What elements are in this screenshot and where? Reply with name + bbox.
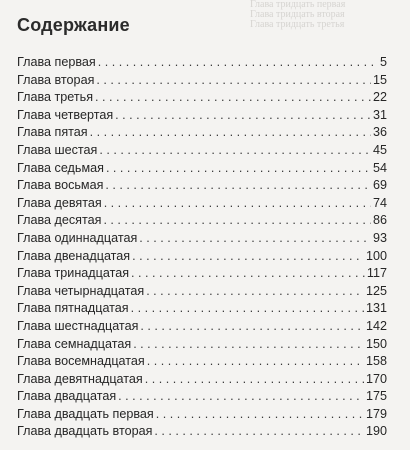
dot-leader [96, 72, 371, 90]
toc-entry-label: Глава четырнадцатая [17, 283, 145, 298]
table-of-contents [17, 54, 387, 441]
toc-entry[interactable] [17, 142, 387, 160]
dot-leader [156, 406, 364, 424]
toc-entry-label: Глава девятнадцатая [17, 371, 143, 386]
toc-entry-page: 179 [365, 406, 387, 421]
toc-entry-page: 54 [372, 160, 387, 175]
dot-leader [132, 248, 364, 266]
dot-leader [139, 230, 371, 248]
toc-entry[interactable] [17, 107, 387, 125]
toc-entry-page: 5 [379, 55, 387, 69]
dot-leader [131, 300, 364, 318]
bleed-line: Глава тридцать первая [250, 0, 346, 10]
toc-entry-page: 175 [365, 389, 387, 404]
toc-entry-label: Глава двадцать первая [17, 406, 154, 421]
toc-entry[interactable] [17, 54, 387, 72]
toc-entry-page: 170 [365, 371, 387, 386]
dot-leader [106, 160, 371, 178]
toc-entry-page: 100 [365, 248, 387, 263]
toc-entry-page: 22 [372, 90, 387, 105]
contents-page [17, 14, 387, 441]
toc-entry[interactable] [17, 353, 387, 371]
toc-entry-label: Глава восьмая [17, 178, 104, 193]
page-title: Содержание [17, 15, 130, 35]
toc-entry-page: 117 [366, 266, 387, 281]
toc-entry[interactable] [17, 248, 387, 266]
toc-entry[interactable] [17, 406, 387, 424]
toc-entry-label: Глава четвертая [17, 107, 114, 122]
dot-leader [95, 89, 371, 107]
toc-entry-label: Глава тринадцатая [17, 266, 130, 281]
toc-entry[interactable] [17, 195, 387, 213]
toc-entry-page: 74 [372, 195, 387, 210]
toc-entry-page: 86 [372, 213, 387, 228]
toc-entry[interactable] [17, 283, 387, 301]
toc-entry-label: Глава пятнадцатая [17, 301, 129, 316]
toc-entry-label: Глава девятая [17, 195, 102, 210]
dot-leader [145, 371, 364, 389]
toc-entry-label: Глава двенадцатая [17, 248, 131, 263]
toc-entry-page: 131 [365, 301, 387, 316]
toc-entry-page: 190 [365, 424, 387, 439]
dot-leader [146, 283, 364, 301]
dot-leader [140, 318, 364, 336]
toc-entry[interactable] [17, 371, 387, 389]
toc-entry-label: Глава семнадцатая [17, 336, 132, 351]
toc-entry-page: 125 [365, 283, 387, 298]
toc-entry-label: Глава третья [17, 90, 94, 105]
toc-entry[interactable] [17, 124, 387, 142]
toc-entry-page: 45 [372, 142, 387, 157]
dot-leader [104, 195, 371, 213]
toc-entry[interactable] [17, 72, 387, 90]
toc-entry-label: Глава двадцатая [17, 389, 117, 404]
bleed-line: Глава тридцать третья [250, 19, 345, 30]
toc-entry-label: Глава шестая [17, 142, 98, 157]
toc-entry[interactable] [17, 300, 387, 318]
toc-entry[interactable] [17, 212, 387, 230]
toc-entry-page: 150 [365, 336, 387, 351]
toc-entry[interactable] [17, 265, 387, 283]
toc-entry[interactable] [17, 89, 387, 107]
toc-entry-label: Глава вторая [17, 72, 95, 87]
toc-entry-label: Глава одиннадцатая [17, 230, 138, 245]
toc-entry-page: 31 [372, 107, 387, 122]
dot-leader [133, 336, 364, 354]
toc-entry-label: Глава пятая [17, 125, 88, 140]
dot-leader [131, 265, 365, 283]
dot-leader [154, 423, 364, 441]
bleed-line: Глава тридцать вторая [250, 9, 345, 20]
dot-leader [147, 353, 364, 371]
dot-leader [115, 107, 371, 125]
toc-entry[interactable] [17, 160, 387, 178]
toc-entry-label: Глава седьмая [17, 160, 104, 175]
toc-entry[interactable] [17, 318, 387, 336]
toc-entry-page: 69 [372, 178, 387, 193]
toc-entry-page: 15 [372, 72, 387, 87]
toc-entry-label: Глава восемнадцатая [17, 354, 145, 369]
toc-entry-page: 142 [365, 318, 387, 333]
toc-entry-page: 93 [372, 230, 387, 245]
dot-leader [103, 212, 371, 230]
toc-entry-page: 36 [372, 125, 387, 140]
dot-leader [105, 177, 371, 195]
toc-entry-label: Глава шестнадцатая [17, 318, 139, 333]
toc-entry-label: Глава десятая [17, 213, 102, 228]
toc-entry[interactable] [17, 177, 387, 195]
dot-leader [118, 388, 364, 406]
toc-entry-page: 158 [365, 354, 387, 369]
dot-leader [98, 54, 378, 72]
toc-entry[interactable] [17, 423, 387, 441]
toc-entry[interactable] [17, 336, 387, 354]
dot-leader [90, 124, 371, 142]
toc-entry[interactable] [17, 230, 387, 248]
toc-entry-label: Глава первая [17, 55, 96, 69]
toc-entry[interactable] [17, 388, 387, 406]
dot-leader [99, 142, 371, 160]
toc-entry-label: Глава двадцать вторая [17, 424, 153, 439]
